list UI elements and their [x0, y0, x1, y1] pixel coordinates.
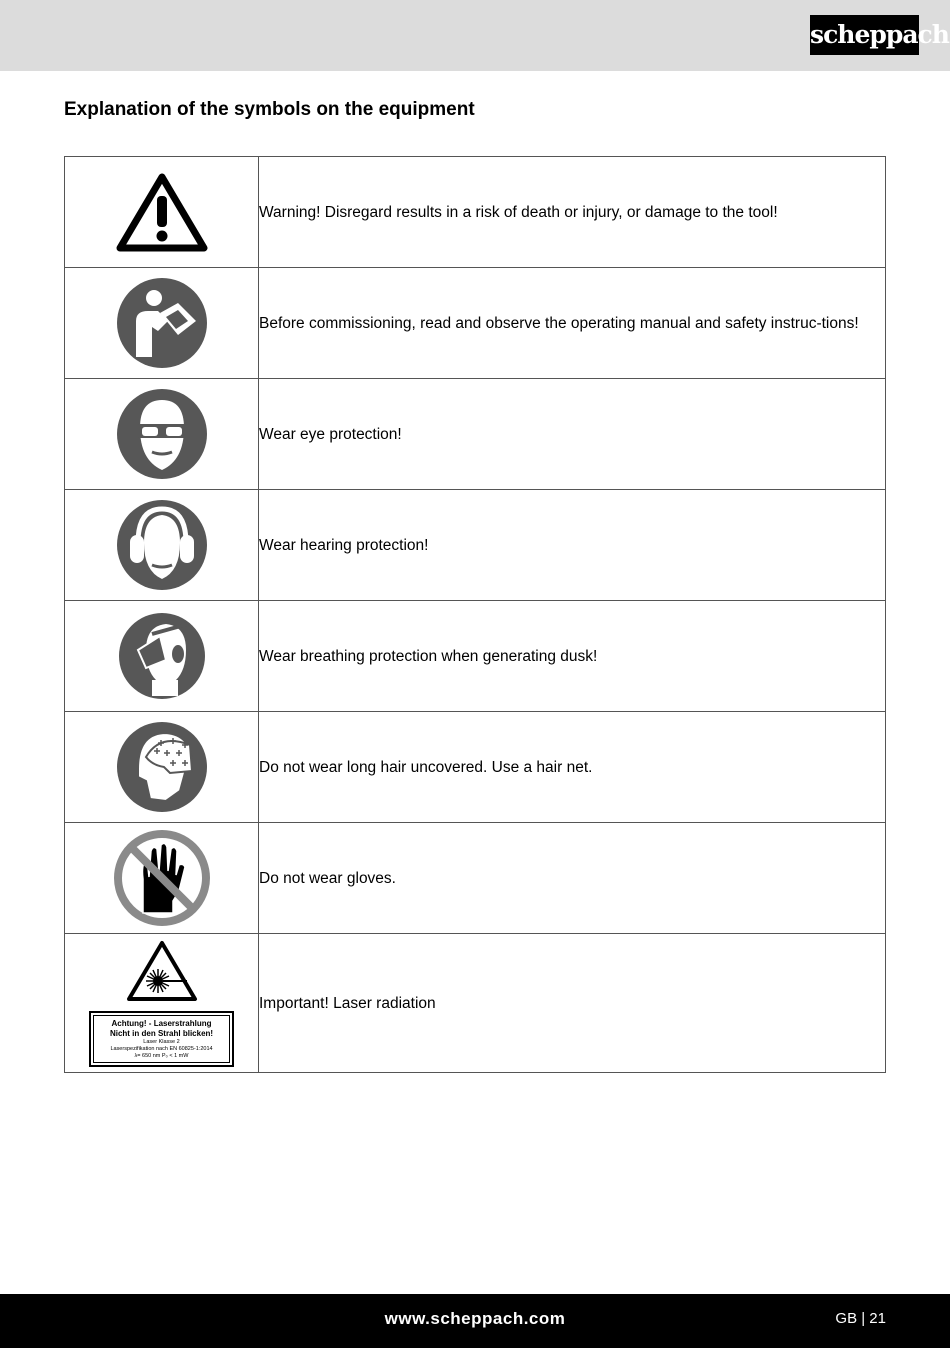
symbol-cell	[65, 934, 259, 1073]
table-row	[65, 157, 886, 268]
no-gloves-icon	[65, 829, 258, 927]
symbol-cell	[65, 601, 259, 712]
laser-label-line: Laserspezifikation nach EN 60825-1:2014	[110, 1046, 213, 1052]
hearing-protection-icon	[65, 499, 258, 591]
symbol-description: Wear hearing protection!	[259, 490, 886, 601]
symbol-description: Do not wear gloves.	[259, 823, 886, 934]
laser-label-line: Nicht in den Strahl blicken!	[109, 1029, 214, 1038]
symbol-cell	[65, 823, 259, 934]
header-bar	[0, 0, 950, 71]
symbols-table	[64, 156, 886, 1073]
symbol-cell	[65, 379, 259, 490]
symbol-cell	[65, 490, 259, 601]
scheppach-logo: scheppach	[810, 15, 919, 55]
read-manual-icon	[65, 277, 258, 369]
laser-label-line: Laser Klasse 2	[143, 1039, 180, 1045]
symbol-cell	[65, 712, 259, 823]
table-row	[65, 823, 886, 934]
table-row	[65, 712, 886, 823]
laser-warning-icon	[125, 939, 199, 1003]
laser-warning-label	[89, 1011, 234, 1067]
page-number: GB | 21	[835, 1310, 886, 1327]
table-row	[65, 934, 886, 1073]
table-row	[65, 601, 886, 712]
hair-net-icon	[65, 721, 258, 813]
footer-bar	[0, 1294, 950, 1348]
page-title: Explanation of the symbols on the equipment	[64, 99, 475, 120]
table-row	[65, 379, 886, 490]
laser-label-line: λ= 650 nm P₀ < 1 mW	[134, 1053, 189, 1059]
symbol-cell	[65, 157, 259, 268]
symbol-description: Warning! Disregard results in a risk of death or injury, or damage to the tool!	[259, 157, 886, 268]
symbol-description: Wear eye protection!	[259, 379, 886, 490]
breathing-protection-icon	[65, 610, 258, 702]
symbol-description: Do not wear long hair uncovered. Use a hair net.	[259, 712, 886, 823]
symbol-cell	[65, 268, 259, 379]
laser-label-line: Achtung! - Laserstrahlung	[111, 1019, 212, 1028]
website-link[interactable]: www.scheppach.com	[384, 1309, 566, 1328]
table-row	[65, 268, 886, 379]
symbol-description: Wear breathing protection when generating dusk!	[259, 601, 886, 712]
table-row	[65, 490, 886, 601]
eye-protection-icon	[65, 388, 258, 480]
symbol-description: Before commissioning, read and observe the operating manual and safety instruc-tions!	[259, 268, 886, 379]
warning-triangle-icon	[65, 171, 258, 253]
symbol-description: Important! Laser radiation	[259, 934, 886, 1073]
